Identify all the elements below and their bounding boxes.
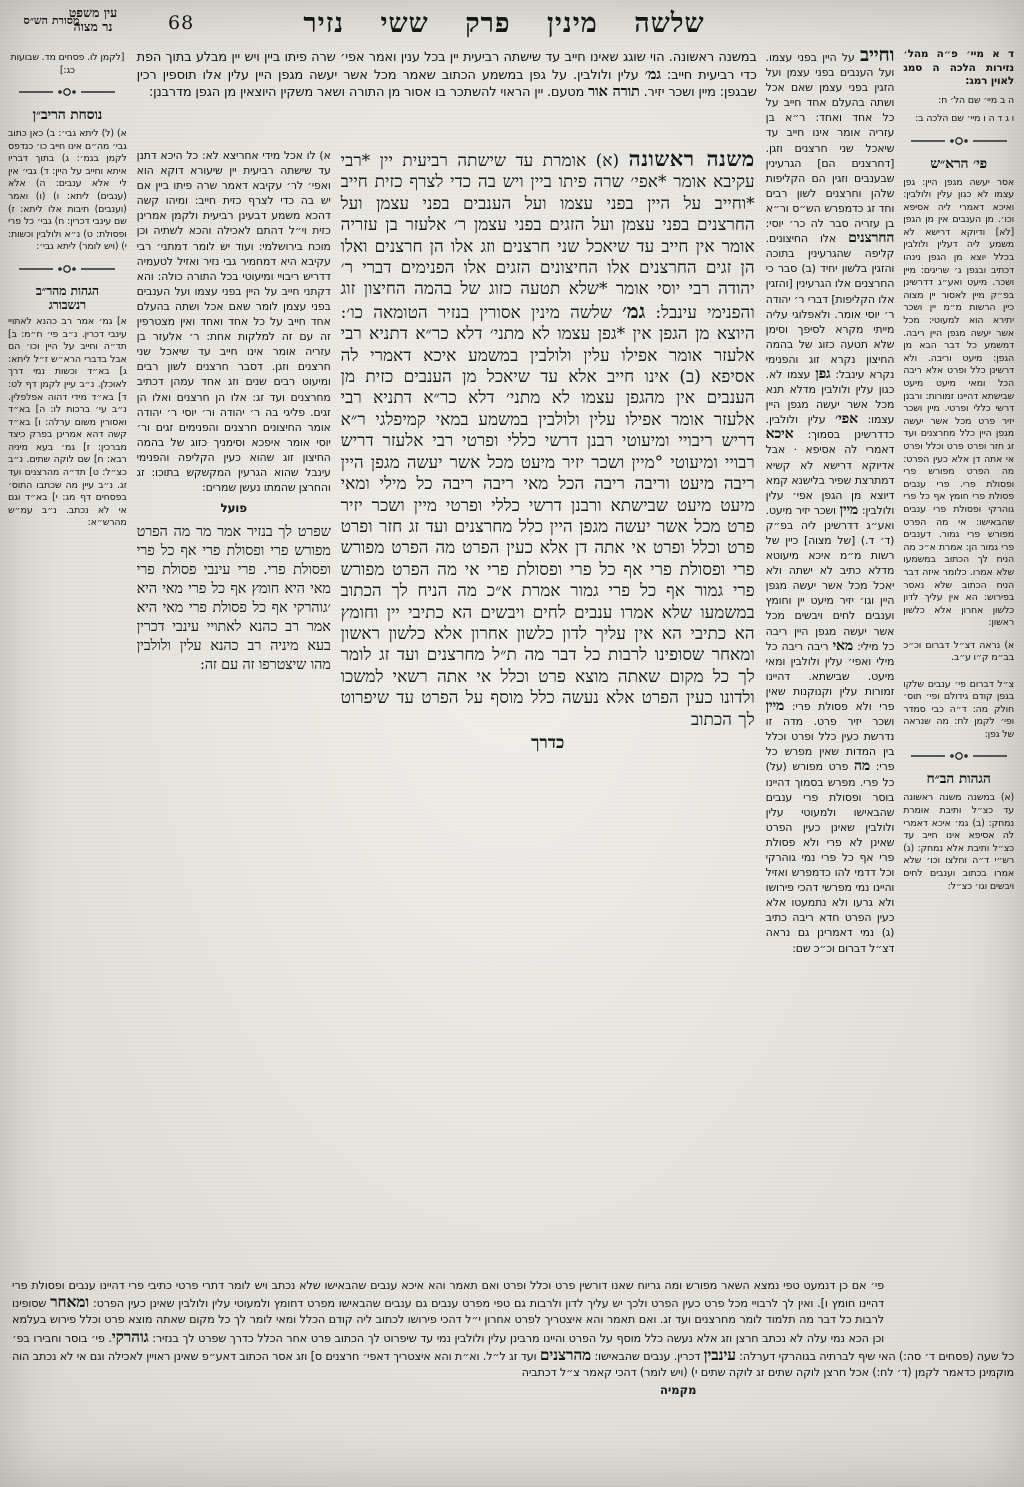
perush-entry-text: על היין בפני עצמו. ועל הענבים בפני עצמן ועל הזגין בפני עצמן שאם אכל ושתה בהעלם אחד חייב על כל אחד ואחד: ר״א בן עזריה אומר אינו חייב עד שיאכל שני חרצנים וזגן. [דחרצנים הם] הגרעינין שבענבים וזגין הם הקליפות שלהן וחרצנים לשון רבים וחד זג כדמפרש הש״ס ור״א בן עזריה סבר לה כר׳ יוסי: [765,51,895,231]
tosafot-top-text: עלין ולולבין. על גפן במשמע הכתוב שאמר מכל אשר יעשה מגפן היין עלין אלו תוספין רכין שבגפן: מיין ושכר יזיר. [136,67,757,101]
ein-mishpat-notes [903,48,1014,126]
gemara-text: שלשה מינין אסורין בנזיר הטומאה כו׳: היוצא מן הגפן אין *גפן עצמו לא מתני׳ דלא כר״א דתניא רבי אלעזר אומר אפילו עלין ולולבין במשמע איכא דאמרי לה אסיפא (ב) אינו חייב אלא עד שיאכל מן הענבים כזית מן הענבים אין מהגפן עצמו לא מתני׳ דלא כר״א דתניא רבי אלעזר אומר אפילו עלין ולולבין במשמע במאי קמיפלגי ר״א דריש ריבויי ומיעוטי רבנן דרשי כללי ופרטי רבי אלעזר דריש רבויי ומיעוטי °מיין ושכר יזיר מיעט מכל אשר יעשה מגפן היין ריבה מיעט וריבה ריבה הכל מאי ריבה ריבה כל מילי ומאי מיעט מיעט שבישתא ורבנן דרשי כללי ופרטי מיין ושכר יזיר פרט מכל אשר יעשה מגפן היין כלל מחרצנים ועד זג חזר ופרט פרט וכלל ופרט אי אתה דן אלא כעין הפרט מה הפרט מפורש פרי ופסולת פרי אף כל פרי ופסולת פרי אי מה הפרט מפורש פרי גמור אף כל פרי גמור אמרת א״כ מה הניח לך הכתוב במשמעו שלא אמרו ענבים לחים ויבשים הא כתיבי יין וחומץ הא כתיבי הא אין עליך לדון כלשון אחרון אלא כלשון ראשון ומאחר שסופינו לרבות כל דבר מה ת״ל מחרצנים ועד זג לומר לך כל מקום שאתה מוצא פרט וכלל אי אתה רשאי למשכו ולדונו כעין הפרט אלא נעשה כלל מוסף על הפרט עד שיפרוט לך הכתוב [340,302,755,730]
hagahot-renshburg-header [8,284,127,312]
perush-entry-text: עלין ולולבין. כדדרשינן בסמוך: [765,413,895,442]
hagahot-renshburg-header-line2: רנשבורג [48,296,86,312]
bottom-commentary-text: . פי׳ בוסר וחבירו בפ׳ כל שעה (פסחים ד׳ סה:) האי שיף לברתיה בגוהרקי דערלה: [12,1331,1014,1363]
ein-mishpat-header [38,6,148,34]
gemara-continuation-text: שפרט לך בנזיר אמר מר מה הפרט מפורש פרי ופסולת פרי אף כל פרי ופסולת פרי. פרי עינבי פסולת פרי מאי היא חומץ אף כל פרי מאי היא ׳גוהרקי אף כל פסולת פרי מאי היא אמר רב כהנא לאתויי עינבי דכרין בעא מיניה רב כהנא עלין ולולבין מהו שיצטרפו זה עם זה: [136,524,331,674]
perush-entry-text: עצמו לא. כגון עלין ולולבין מדלא תנא מכל אשר יעשה מגפן היין עצמו: [765,367,895,427]
bottom-dibbur-umeachar: ומאחר [50,1292,90,1312]
ein-mishpat-label: עין משפט [68,5,118,20]
ein-mishpat-note [903,48,1014,89]
ein-mishpat-note-text: ד א מיי׳ פ״ה מהל׳ נזירות הלכה ה סמג לאוין רמג: [903,48,1014,87]
mishnah-lead-word: משנה ראשונה [628,146,755,171]
perush-text [766,48,895,956]
column-row [133,146,761,753]
gemara-column [335,146,761,753]
bottom-commentary-text: פי׳ אם כן דנמעט טפי נמצא השאר מפורש ומה גריוח שאנו דורשין פרט וכלל ופרט ואם תאמר והא איכא ענבים שהבאישו שלא נכתב ויש לומר דתרי פרטי כתיבי פרי דהיינו ענבים ופסולת פרי דהיינו חומץ ו]. ואין לך לרבויי מכל פרט כעין הפרט ולכך יש עליך לדון ולרבות גם טפי מפרט ענבים גם ענבים שהבאישו מפרט דחומץ ולמעוטי עלין ולולבין שאינן כעין הפרט: [12,1279,885,1311]
perush-dibbur: מאי [832,637,853,654]
mishnah-text: (א) אומרת עד שישתה רביעית יין *רבי עקיבא אומר *אפי׳ שרה פיתו ביין ויש בה כדי לצרף כזית חייב *וחייב על היין בפני עצמו ועל הענבים בפני עצמן ועל החרצנים בפני עצמן ועל הזגים בפני עצמן ר׳ אלעזר בן עזריה אומר אין חייב עד שיאכל שני חרצנים וזג אלו הן חרצנים ואלו הן זגים החרצנים אלו החיצונים הזגים אלו הפנימים דברי ר׳ יהודה רבי יוסי אומר *שלא תטעה כזוג של בהמה החיצון זוג והפנימי עינבל: [340,151,755,323]
bottom-commentary-text: שסופינו לרבות כל דבר מה תלמוד לומר מחרצנים ועד זג. ואם תאמר והא איצטריך לפרט אחרון י״ל דהכי פירושו לכתוב ליה קודם הכלל ומאי לומר לך כל מקום שאתה מוצא פרט וכלל פירוש בעלמא וכן הכא נמי עלה לא נכתב חרצן וזג אלא נעשה כלל מוסף על הפרט והיינו מרבינן עלין ולולבין נמי עד שיפרוט לך הכתוב פרט אחר הכלל כדרך שפרט לך בנזיר: [12,1297,884,1345]
tosafot-column [133,146,335,753]
bottom-dibbur-mecharzanim: מהרצנים [539,1344,592,1364]
page-header [0,0,1024,46]
page-body [0,46,1024,1272]
marginal-note-b: צ״ל דברום פי׳ ענבים שלקו בגפן קודם גידולם ופי׳ תוס׳ חולק מה: ד״ה כבי סמדר ופי׳ לקמן לח: מה שנראה של גפן: [903,678,1014,740]
ornament-divider [12,87,123,97]
ornament-divider [12,264,123,274]
torah-or-label: תורה אור [588,83,640,101]
gemara-text-block [341,148,755,731]
perush-entry-text: פרט מפורש (על) כל פרי. מפרש בסמוך דהיינו בוסר ופסולת פרי ענבים שהבאישו ולמעוטי עלין ולולבין שאינן כעין הפרט שאינן לא פרי ולא פסולת פרי אף כל פרי נמי גוהרקי וכל דדמי להו כדמפרש ואזיל והיינו נמי מפרשי דהכי פירושו ולא גרעו ולא נתמעטו אלא כעין הפרט חדא ריבה כתיב (ג) נמי דאמרינן גם נראה דצ״ל דברום וכ״כ שם: [765,760,895,955]
masoret-reference-note: [לקמן לו. פסחים מד. שבועות כג:] [10,52,125,76]
perush-dibbur: אפי׳ [835,411,858,428]
bottom-dibbur-goharkei: גוהרקי [111,1326,149,1346]
marginal-note-a: א) נראה דצ״ל דברום וכ״כ בב״מ ק״ו ע״ב. [903,639,1014,664]
perush-dibbur: מיין [765,698,785,715]
perush-dibbur: גפן [815,365,831,382]
tosafot-text: א) לו אכל מידי אחריצא לא: כל היכא דתנן עד שישתה רביעית יין שיעורא דוקא הוא ואפי׳ לר׳ עקיבא דאמר שרה פיתו ביין אם יש בה כדי לצרף כזית חייב: ומיהו קשה דהכא משמע דבעינן רביעית ולקמן אמרינן כזית וי״ל דהתם לאכילה והכא לשתיה וכן מוכח בירושלמי: ועוד יש לומר דמתני׳ רבי עקיבא היא דמחמיר גבי נזיר ואזיל לטעמיה דדריש ריבויי ומיעוטי בכל התורה כולה: והא דקתני חייב על היין בפני עצמו ועל הענבים בפני עצמן לומר שאם אכל ושתה בהעלם אחד חייב על כל אחד ואחד ואין מצטרפין זה עם זה למלקות אחת: ר׳ אלעזר בן עזריה אומר אינו חייב עד שיאכל שני חרצנים וזגן. דסבר חרצנים לשון רבים ומיעוט רבים שנים וזג אחד עמהן דכתיב מחרצנים ועד זג: אלו הן חרצנים ואלו הן זגים. פליגי בה ר׳ יהודה ור׳ יוסי ר׳ יהודה אומר החיצונים חרצנים והפנימים זגים ור׳ יוסי אומר איפכא וסימניך כזוג של בהמה החיצון זוג שהוא כעין הקליפה והפנימי עינבל שהוא הגרעין המקשקש בתוכו: זג והחרצן שהמתו נעשן שמרים: [136,149,331,495]
perush-entry-text: אלו החיצונים. קליפה שהגרעינין בתוכה והזגין בלשון יחיד (ב) סבר כי החרצנים אלו הגרעינין [והזגין אלו הקליפות] דברי ר׳ יהודה ר׳ יוסי אומר. ולאפלוגי עליה מייתי מקרא לסיפך וסימן שלא תטעה כזוג של בהמה החיצון נקרא זוג והפנימי נקרא עינבל: [765,232,895,381]
perush-harosh-header: פי׳ הרא״ש [930,155,987,172]
tosafot-gemara-dibbur: גמ׳ [644,65,661,83]
perush-dibbur: מיין [839,501,859,518]
bach-column-spacer [884,1278,1014,1344]
hagahot-habach-text: (א) במשנה משנה ראשונה עד כצ״ל ותיבת אומרת נמחק: (ב) גמ׳ איכא דאמרי לה אסיפא אינו חייב עד כצ״ל ותיבת אלא נמחק: (ג) רש״י ד״ה וחלצו וכו׳ שלא אמרו בכתוב וענבים לחים ויבשים וגו׳ כצ״ל: [903,792,1014,892]
tosafot-top-text: במשנה ראשונה. הוי שוגג שאינו חייב עד שישתה רביעית יין בכל ענין ואמר אפי׳ שרה פיתו ביין ויש יין מבלע בתוך הפת כדי רביעית חייב: [136,50,757,83]
ein-mishpat-note [903,95,1014,108]
perush-column [761,46,900,1272]
nuschaot-harivan-header: נוסחת הריב״ן [32,107,103,123]
perush-entry-text: דאמרי לה אסיפא · אבל אדיוקא דרישא לא קשיא דמתרצת שפיר בלישנא קמא דיוצא מן הגפן אפי׳ עלין ולולבין: [765,443,895,517]
gemara-lead-word: גמ׳ [622,298,646,323]
hagahot-renshburg-header-line1: הגהות מהר״ב [35,282,99,298]
bottom-commentary-block [10,1276,1016,1381]
perush-entry-text: ריבה ריבה כל מילי ואפי׳ עלין ולולבין ומאי מיעט. שבישתא. דהיינו זמורות עלין וקנוקנות שאין פרי ולא פסולת פרי: [765,639,895,714]
tosafot-top-text: מטעם. יין הראוי להשתכר בו אסור מן התורה ושאר משקין היוצאין מן הגפן מדרבנן: [148,85,589,101]
page-title: שלשה מינין פרק ששי נזיר [303,8,705,39]
perush-dibbur: מה [854,758,870,775]
masoret-hashas-label: מסורת הש״ס [23,14,80,27]
bottom-commentary-text: ועד זג ל״ל. וא״ת והא איצטריך דאפי׳ חרצנים ס] וזג אסר הכתוב דאע״פ שאינן ראויין לאכילה וגם אי לא נכתב הוה מוקמינן כדאמר לקמן (ד׳ לח:) אכל חרצן לוקה שתים זג לוקה שתים י) (ויש לומר) דהכי קאמר צ״ל דכתביה [12,1349,1014,1380]
perush-entry-text: ושכר יזיר מיעט. ואע״ג דדרשינן ליה בפ״ק (ד׳ ד.) [של מצוה] כיין של רשות מ״מ איכא מיעוטא מדלא כתיב לא ישתה ולא יאכל מכל אשר יעשה מגפן היין וגו׳ יזיר מיעט יין וחומץ וענבים לחים ויבשים מכל אשר יעשה מגפן היין ריבה כל מילי: [765,503,895,653]
nuschaot-harivan-text: א) (ל) ליתא גבי׳: ב) כאן כתוב גבי׳ מה״ם אינו חייב כו׳ כנדפס לקמן בגמ׳: ג) בתוך דבריו איתא וחייב על היין: ד) גבי׳ אין לי אלא ענבים: ה) אלא (ענבים) ליתא: ו) (ו) ואמר (וענבים) תיבות אלו ליתא: ז) שם עינבי דכרין: ח) גבי׳ כל פרי ופסולת: ט) נ״א ולולבין וכשות: י) (ויש לומר) ליתא גבי׳: [8,128,127,253]
hagahot-renshburg-text: א] גמ׳ אמר רב כהנא לאתויי עינבי דכרין. נ״ב פי׳ ח״מ: ב] תד״ה וחייב על היין וכו׳ הם אבל בדברי הרא״ש ז״ל ליתא: ג] בא״ד וכשות נמי דרך לאוכלן. נ״ב עיין לקמן דף לט: ד] בא״ד מידי דהוה אפלפלין. נ״ב עי׳ ברכות לו: ה] בא״ד ואסורין משום ערלה: ו] בא״ד קשה דהא אמרינן בפרק כיצד מברכין: ז] גמ׳ בעא מיניה רבא: ח] שם לוקה שתים. נ״ב כצ״ל: ט] תד״ה מהרצנים ועד זג. נ״ב עיין מה שכתבו התוס׳ בפסחים דף מג: י] בא״ד וגם אי לא נכתב. נ״ב עמ״ש מהרש״א: [8,315,127,529]
tosafot-end-catchword: פועל [220,501,247,516]
gemara-catchword: כדרך [531,732,565,753]
ein-mishpat-note-text: ו ג ד ה ו מיי׳ שם הלכה ב: [915,113,1014,124]
center-group [133,46,761,1272]
perush-entry-text: ושכר יזיר פרט. מדה זו נדרשת כעין כלל ופרט וכלל בין המדות שאין מפרש כל פרי: [765,715,895,774]
perush-dibbur: החרצנים [848,230,895,247]
hagahot-habach-header: הגהות הב״ח [926,771,991,788]
ein-mishpat-note-text: ה ב מיי׳ שם הל׳ ח: [938,94,1014,106]
perush-dibbur: איכא [765,426,794,443]
right-margin-column [899,46,1018,1272]
bottom-last-word: מקמיה [660,1383,697,1398]
ner-mitzvah-label: נר מצוה [73,19,113,34]
ornament-divider [907,751,1010,761]
ornament-divider [907,136,1010,146]
bottom-dibbur-einvin: עינבין [703,1344,736,1364]
tosafot-top-strip [133,46,761,146]
page-number: 68 [168,12,195,34]
perush-harosh-text: אסר יעשה מגפן היין: גפן עצמו לא כגון עלין ולולבין: ואיכא דאמרי ליה אסיפא וכו׳. מן הענבים אין מן הגפן [לא] ודיוקא דרישא לא משמע ליה דעלין ולולבין בכלל יוצא מן הגפן נינהו דכתיב ובגפן ג׳ שריגים: מיין ושכר. מיעט ואע״ג דדרשינן בפ״ק מיין לאסור יין מצוה כיין הרשות מ״מ יין ושכר יתירא הוא למעוטי: מכל אשר יעשה מגפן היין ריבה. דמשמע כל דבר הבא מן הגפן: מיעט וריבה. ולא דרשינן כלל ופרט אלא ריבה הכל ומאי מיעט מיעט שבישתא דהיינו זמורות: ורבנן דרשי כללי ופרטי. מיין ושכר יזיר פרט מכל אשר יעשה מגפן היין כלל מחרצנים ועד זג חזר ופרט פרט וכלל ופרט אי אתה דן אלא כעין הפרט: מה הפרט מפורש פרי ופסולת פרי. פרי ענבים פסולת פרי חומץ אף כל פרי גוהרקי ופסולת פרי ענבים שהבאישו: אי מה הפרט מפורש פרי גמור. דענבים פרי גמור הן: אמרת א״כ מה הניח לך הכתוב במשמעו שלא אמרו. כלומר איזה דבר הניח הכתוב שלא נאסר בפירוש: הא אין עליך לדון כלשון אחרון אלא כלשון ראשון: [903,176,1014,629]
left-margin-column [6,46,133,1272]
bottom-commentary-text: דכרין. ענבים שהבאישו: [591,1349,704,1363]
perush-dibbur: וחייב [860,46,895,66]
ein-mishpat-note [903,113,1014,126]
